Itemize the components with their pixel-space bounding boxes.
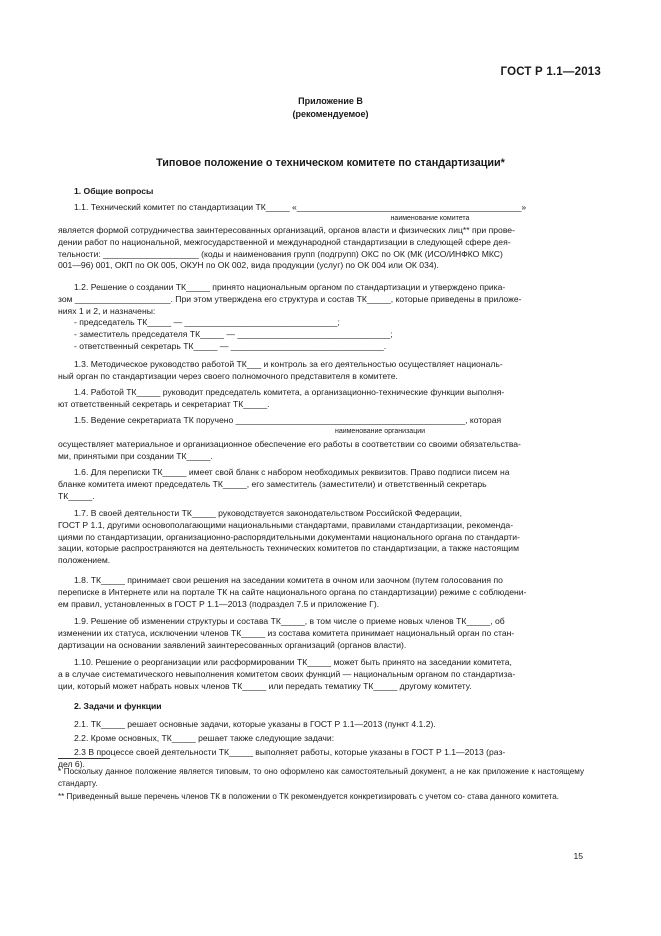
text-line: зом ____________________. При этом утверждена его структура и состав ТК_____, которые приведены в приложе- (58, 293, 522, 304)
text-line: дартизации на основании заявлений заинтересованных организаций (органов власти). (58, 639, 407, 650)
paragraph-1-1-continued (58, 225, 584, 272)
paragraph-1-9 (58, 616, 584, 651)
text-line: ции, который может набрать новых членов ТК_____ или передать тематику ТК_____ другому комитету. (58, 680, 472, 691)
text-line: осуществляет материальное и организационное обеспечение его работы в соответствии со своими обязательства- (58, 439, 521, 449)
text-line: 1.3. Методическое руководство работой ТК___ и контроль за его деятельностью осуществляет националь- (74, 359, 503, 369)
text-line: переписке в Интернете или на портале ТК на сайте национального органа по стандартизации) режиме с соблюдени- (58, 586, 527, 597)
text-line: ** Приведенный выше перечень членов ТК в положении о ТК рекомендуется конкретизировать с учетом со- (58, 792, 465, 801)
text-line: 1.8. ТК_____ принимает свои решения на заседании комитета в очном или заочном (путем голосования по (74, 575, 503, 585)
text-line: ГОСТ Р 1.1, другими основополагающими национальными стандартами, правилами стандартизации, рекоменда- (58, 519, 514, 530)
paragraph-1-7 (58, 508, 584, 567)
section-2-heading: 2. Задачи и функции (74, 701, 162, 711)
page-number: 15 (573, 851, 583, 861)
text-line: * Поскольку данное положение является типовым, то оно оформлено как самостоятельный документ, а не (58, 767, 466, 776)
text-line: ный орган по стандартизации через своего полномочного представителя в комитете. (58, 370, 398, 381)
text-line: става данного комитета. (467, 792, 559, 801)
footnote-separator (58, 758, 110, 759)
text-line: 1.9. Решение об изменении структуры и состава ТК_____, в том числе о приеме новых членов ТК_____, об (74, 616, 505, 626)
text-line: ем правил, установленных в ГОСТ Р 1.1—2013 (подраздел 7.5 и приложение Г). (58, 598, 380, 609)
paragraph-1-5 (58, 415, 584, 427)
text-line: 2.3 В процессе своей деятельности ТК_____ выполняет работы, которые указаны в ГОСТ Р 1.1—2013 (раз- (74, 747, 506, 757)
list-item-secretary: - ответственный секретарь ТК_____ — ________________________________. (74, 340, 387, 351)
text-line: бланке комитета имеют председатель ТК_____, его заместитель (заместители) и ответственный секретарь (58, 478, 487, 489)
text-line: зации, которые распространяются на деятельность технических комитетов по стандартизации, а также настоящим (58, 543, 519, 554)
text-line: циями по стандартизации, организационно-распорядительными документами национального органа по стандарти- (58, 531, 520, 542)
text-line: положением. (58, 555, 111, 566)
paragraph-1-6 (58, 467, 584, 502)
standard-designation: ГОСТ Р 1.1—2013 (500, 66, 601, 78)
text-line: 1.4. Работой ТК_____ руководит председатель комитета, а организационно-технические функции выполня- (74, 387, 505, 397)
text-line: 1.1. Технический комитет по стандартизации ТК_____ «_______________________________________________» (74, 202, 527, 212)
paragraph-1-4 (58, 387, 584, 411)
paragraph-2-2 (58, 733, 584, 745)
document-title: Типовое положение о техническом комитете по стандартизации* (156, 157, 505, 169)
section-1-heading: 1. Общие вопросы (74, 186, 154, 196)
text-line: 1.5. Ведение секретариата ТК поручено ________________________________________________, которая (74, 415, 502, 425)
footnote-2 (58, 791, 584, 803)
paragraph-1-1 (58, 202, 584, 214)
paragraph-1-10 (58, 657, 584, 692)
appendix-label: Приложение В (298, 96, 363, 106)
text-line: дении работ по национальной, межгосударственной и международной стандартизации в следующей сфере дея- (58, 236, 511, 247)
caption-organization-name: наименование организации (334, 428, 426, 435)
text-line: тельности: ____________________ (коды и наименования групп (подгрупп) ОКС по ОК (МК (ИСО/ИНФКО МКС) (58, 248, 503, 259)
paragraph-1-8 (58, 575, 584, 610)
text-line: 1.6. Для переписки ТК_____ имеет свой бланк с набором необходимых реквизитов. Право подписи писем на (74, 467, 510, 477)
appendix-heading (0, 95, 661, 121)
text-line: ми, принятыми при создании ТК_____. (58, 450, 213, 461)
text-line: 1.10. Решение о реорганизации или расформировании ТК_____ может быть принято на заседании комитета, (74, 657, 512, 667)
list-item-chairman: - председатель ТК_____ — ________________________________; (74, 317, 340, 328)
text-line: изменении их статуса, исключении членов ТК_____ из состава комитета принимает национальный орган по стан- (58, 627, 515, 638)
text-line: 001—96) 001, ОКП по ОК 005, ОКУН по ОК 002, вида продукции (услуг) по ОК 004 или ОК 034). (58, 260, 439, 271)
text-line: 1.2. Решение о создании ТК_____ принято национальным органом по стандартизации и утверждено прика- (74, 282, 506, 292)
text-line: ниях 1 и 2, и назначены: (58, 305, 156, 316)
list-item-deputy: - заместитель председателя ТК_____ — ________________________________; (74, 329, 393, 340)
appendix-status: (рекомендуемое) (292, 109, 369, 119)
paragraph-1-5-continued (58, 439, 584, 463)
footnote-1 (58, 766, 584, 789)
text-line: 1.7. В своей деятельности ТК_____ руководствуется законодательством Российской Федерации, (74, 508, 463, 518)
text-line: ют ответственный секретарь и секретариат ТК_____. (58, 398, 270, 409)
paragraph-1-2 (58, 282, 584, 353)
paragraph-1-3 (58, 359, 584, 383)
text-line: ТК_____. (58, 490, 95, 501)
text-line: 2.2. Кроме основных, ТК_____ решает также следующие задачи: (74, 733, 335, 743)
text-line: а в случае систематического невыполнения комитетом своих функций — национальным органом по стандартиза- (58, 668, 516, 679)
text-line: дел 6). (58, 758, 85, 769)
text-line: 2.1. ТК_____ решает основные задачи, которые указаны в ГОСТ Р 1.1—2013 (пункт 4.1.2). (74, 719, 436, 729)
text-line: как приложение к настоящему стандарту. (58, 767, 584, 788)
paragraph-2-1 (58, 719, 584, 731)
caption-committee-name: наименование комитета (390, 215, 470, 222)
text-line: является формой сотрудничества заинтересованных организаций, органов власти и физических лиц** при прове- (58, 225, 515, 235)
